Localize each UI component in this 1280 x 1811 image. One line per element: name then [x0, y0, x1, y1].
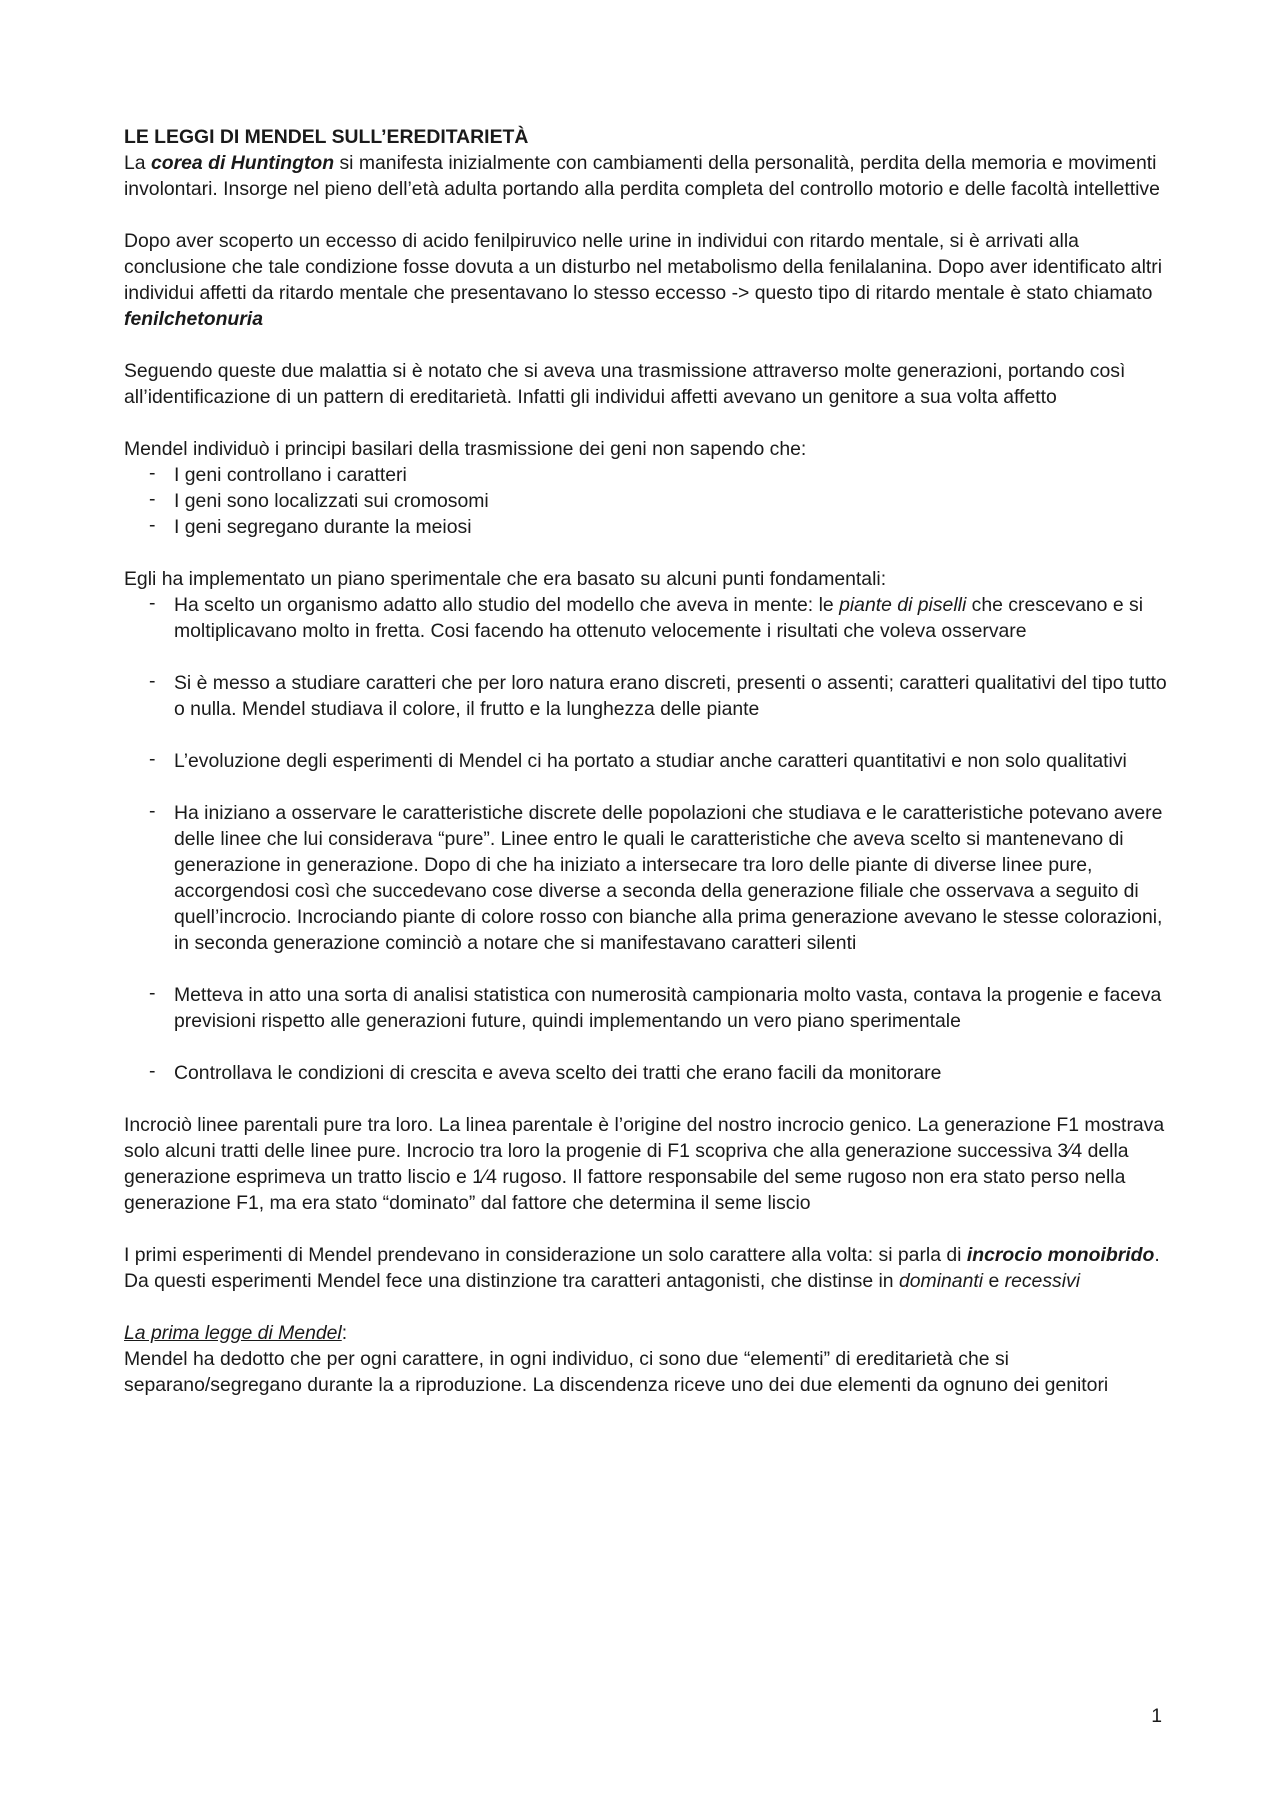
list-item: - I geni controllano i caratteri — [174, 462, 1169, 488]
section-heading-text: La prima legge di Mendel — [124, 1322, 342, 1344]
term-fenilchetonuria: fenilchetonuria — [124, 308, 263, 330]
paragraph-prima-legge: Mendel ha dedotto che per ogni carattere, in ogni individuo, ci sono due “elementi” di ereditarietà che si separano/segregano durante la a riproduzione. La discendenza riceve uno dei due elementi da ognuno dei genitori — [124, 1348, 1109, 1396]
paragraph-incrocio-monoibrido — [124, 1242, 1169, 1294]
term-piante-di-piselli: piante di piselli — [839, 594, 967, 616]
list-item: - Si è messo a studiare caratteri che per loro natura erano discreti, presenti o assenti; caratteri qualitativi del tipo tutto o nulla. Mendel studiava il colore, il frutto e la lunghezza delle piante — [174, 670, 1169, 722]
term-incrocio-monoibrido: incrocio monoibrido — [966, 1244, 1155, 1266]
list-item: - Metteva in atto una sorta di analisi statistica con numerosità campionaria molto vasta, contava la progenie e faceva previsioni rispetto alle generazioni future, quindi implementando un vero piano sperimentale — [174, 982, 1169, 1034]
text-span: e — [983, 1270, 1005, 1292]
list-principi — [124, 462, 1169, 540]
text-span: si manifesta inizialmente con cambiamenti della personalità, perdita della memoria e movimenti involontari. Insorge nel pieno dell’età adulta portando alla perdita completa del controllo motorio e delle facoltà intellettive — [124, 152, 1160, 200]
list-item — [174, 592, 1169, 644]
text-span: . Da questi esperimenti Mendel fece una distinzione tra caratteri antagonisti, che distinse in — [124, 1244, 1160, 1292]
list-item: - Controllava le condizioni di crescita e aveva scelto dei tratti che erano facili da monitorare — [174, 1060, 1169, 1086]
text-span: che crescevano e si moltiplicavano molto in fretta. Cosi facendo ha ottenuto velocemente i risultati che voleva osservare — [174, 594, 1144, 642]
term-dominanti: dominanti — [898, 1270, 984, 1292]
term-corea-di-huntington: corea di Huntington — [150, 152, 335, 174]
list-item: - I geni sono localizzati sui cromosomi — [174, 488, 1169, 514]
paragraph-ereditarieta: Seguendo queste due malattia si è notato che si aveva una trasmissione attraverso molte generazioni, portando così all’identificazione di un pattern di ereditarietà. Infatti gli individui affetti avevano un genitore a sua volta affetto — [124, 360, 1126, 408]
document-title: LE LEGGI DI MENDEL SULL’EREDITARIETÀ — [124, 126, 529, 148]
paragraph-piano-sperimentale: Egli ha implementato un piano sperimentale che era basato su alcuni punti fondamentali: — [124, 568, 887, 590]
document-page — [124, 124, 1169, 1424]
paragraph-mendel-principi: Mendel individuò i principi basilari della trasmissione dei geni non sapendo che: — [124, 438, 807, 460]
list-item: - I geni segregano durante la meiosi — [174, 514, 1169, 540]
text-span: : — [341, 1322, 348, 1344]
list-item: - L’evoluzione degli esperimenti di Mendel ci ha portato a studiar anche caratteri quantitativi e non solo qualitativi — [174, 748, 1169, 774]
term-recessivi: recessivi — [1004, 1270, 1081, 1292]
text-span: Dopo aver scoperto un eccesso di acido fenilpiruvico nelle urine in individui con ritardo mentale, si è arrivati alla conclusione che tale condizione fosse dovuta a un disturbo nel metabolismo della fenilalanina. Dopo aver identificato altri individui affetti da ritardo mentale che presentavano lo stesso eccesso -> questo tipo di ritardo mentale è stato chiamato — [124, 230, 1163, 304]
text-span: La — [124, 152, 151, 174]
paragraph-linee-parentali: Incrociò linee parentali pure tra loro. La linea parentale è l’origine del nostro incrocio genico. La generazione F1 mostrava solo alcuni tratti delle linee pure. Incrocio tra loro la progenie di F1 scopriva che alla generazione successiva 3⁄4 della generazione esprimeva un tratto liscio e 1⁄4 rugoso. Il fattore responsabile del seme rugoso non era stato perso nella generazione F1, ma era stato “dominato” dal fattore che determina il seme liscio — [124, 1114, 1165, 1214]
paragraph-fenilchetonuria — [124, 228, 1169, 332]
text-span: Ha scelto un organismo adatto allo studio del modello che aveva in mente: le — [174, 594, 840, 616]
list-item: - Ha iniziano a osservare le caratteristiche discrete delle popolazioni che studiava e le caratteristiche potevano avere delle linee che lui considerava “pure”. Linee entro le quali le caratteristiche che aveva scelto si mantenevano di generazione in generazione. Dopo di che ha iniziato a intersecare tra loro delle piante di diverse linee pure, accorgendosi così che succedevano cose diverse a seconda della generazione filiale che osservava a seguito di quell’incrocio. Incrociando piante di colore rosso con bianche alla prima generazione avevano le stesse colorazioni, in seconda generazione cominciò a notare che si manifestavano caratteri silenti — [174, 800, 1169, 956]
page-number: 1 — [1151, 1705, 1162, 1727]
text-span: I primi esperimenti di Mendel prendevano in considerazione un solo carattere alla volta: si parla di — [124, 1244, 967, 1266]
list-punti-fondamentali — [124, 592, 1169, 1086]
section-heading-prima-legge — [124, 1320, 1169, 1346]
paragraph-huntington — [124, 150, 1169, 202]
